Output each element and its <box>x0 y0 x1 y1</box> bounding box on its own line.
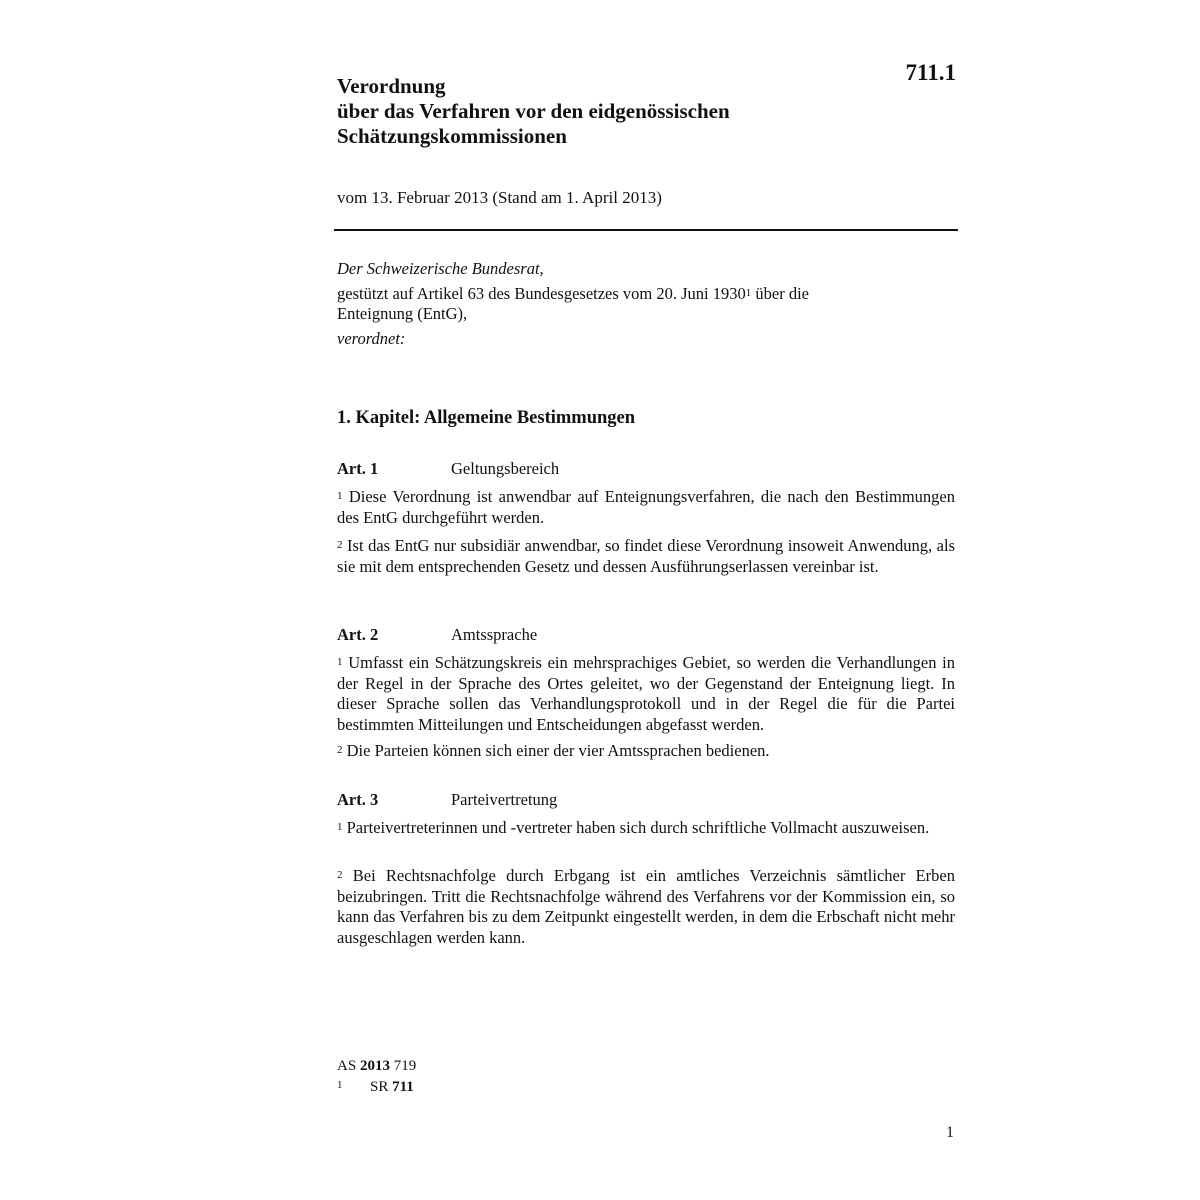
article-paragraph <box>337 866 955 948</box>
preamble-basis-text-after: über die <box>751 283 810 303</box>
as-prefix: AS <box>337 1058 357 1074</box>
paragraph-number: 2 <box>337 744 343 756</box>
article-paragraph <box>337 653 955 735</box>
paragraph-number: 1 <box>337 490 343 502</box>
date-line: vom 13. Februar 2013 (Stand am 1. April 2013) <box>337 188 662 207</box>
paragraph-number: 2 <box>337 869 343 881</box>
title-line: über das Verfahren vor den eidgenössischen <box>337 99 730 123</box>
document-title <box>337 74 877 149</box>
preamble-basis-text: gestützt auf Artikel 63 des Bundesgesetzes vom 20. Juni 1930 <box>337 283 746 303</box>
article-paragraph <box>337 818 955 839</box>
article-number: Art. 2 <box>337 625 379 644</box>
preamble-basis-line2: Enteignung (EntG), <box>337 304 468 323</box>
paragraph-text: Bei Rechtsnachfolge durch Erbgang ist ein amtliches Verzeichnis sämtlicher Erben beizubringen. Tritt die Rechtsnachfolge während des Verfahrens vor der Kommission ein, so kann das Verfahren bis zu dem Zeitpunkt eingestellt werden, in dem die Erbschaft nicht mehr ausgeschlagen werden kann. <box>337 866 955 947</box>
article-number: Art. 3 <box>337 790 379 809</box>
title-line: Schätzungskommissionen <box>337 124 567 148</box>
paragraph-text: Die Parteien können sich einer der vier Amtssprachen bedienen. <box>346 741 770 760</box>
page-number: 1 <box>946 1124 954 1141</box>
article-heading <box>337 790 557 812</box>
article-title: Parteivertretung <box>451 790 558 809</box>
article-heading <box>337 459 559 481</box>
footnote-mark: 1 <box>337 1079 343 1091</box>
paragraph-number: 1 <box>337 656 343 668</box>
footnote-sr-number: 711 <box>392 1079 414 1095</box>
paragraph-text: Umfasst ein Schätzungskreis ein mehrsprachiges Gebiet, so werden die Verhandlungen in der Regel in der Sprache des Ortes geleitet, wo der Gegenstand der Enteignung liegt. In dieser Sprache sollen das Verhandlungsprotokoll und in der Regel die für die Partei bestimmten Mitteilungen und Entscheidungen abgefasst werden. <box>337 653 956 734</box>
article-title: Geltungsbereich <box>451 459 560 478</box>
article-heading <box>337 625 537 647</box>
article-paragraph <box>337 487 955 528</box>
preamble <box>337 259 955 353</box>
footnote-prefix: SR <box>370 1079 389 1095</box>
article-paragraph <box>337 536 955 577</box>
paragraph-text: Diese Verordnung ist anwendbar auf Enteignungsverfahren, die nach den Bestimmungen des EntG durchgeführt werden. <box>337 487 955 527</box>
article-title: Amtssprache <box>451 625 538 644</box>
footnote <box>337 1079 414 1096</box>
paragraph-text: Parteivertreterinnen und -vertreter haben sich durch schriftliche Vollmacht auszuweisen. <box>346 818 930 837</box>
title-line: Verordnung <box>337 74 446 98</box>
as-page: 719 <box>393 1058 417 1074</box>
official-collection-reference <box>337 1058 416 1075</box>
as-year: 2013 <box>359 1058 390 1074</box>
article-paragraph <box>337 741 955 762</box>
paragraph-number: 1 <box>337 821 343 833</box>
paragraph-text: Ist das EntG nur subsidiär anwendbar, so findet diese Verordnung insoweit Anwendung, als sie mit dem entsprechenden Gesetz und dessen Ausführungserlassen vereinbar ist. <box>337 536 956 576</box>
preamble-authority: Der Schweizerische Bundesrat, <box>337 259 544 278</box>
title-divider <box>334 229 958 231</box>
chapter-heading: 1. Kapitel: Allgemeine Bestimmungen <box>337 408 636 428</box>
preamble-decree: verordnet: <box>337 328 406 348</box>
paragraph-number: 2 <box>337 539 343 551</box>
sr-number: 711.1 <box>905 60 956 85</box>
preamble-basis <box>337 284 955 325</box>
footnote-reference[interactable]: 1 <box>745 286 752 299</box>
article-number: Art. 1 <box>337 459 379 478</box>
